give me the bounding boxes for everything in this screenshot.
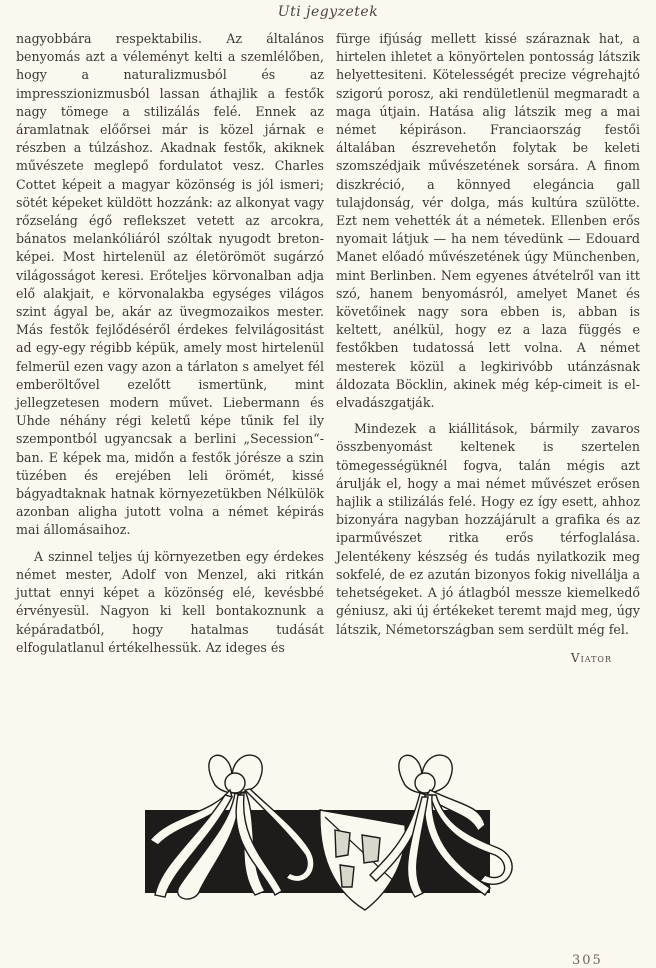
ornament-vignette bbox=[140, 745, 515, 915]
page-number: 305 bbox=[572, 953, 603, 968]
left-paragraph-1: nagyobbára respektabilis. Az általános benyomás azt a véleményt kelti a szemlélőben, hogy a naturalizmusból és az impresszionizmusból lassan áthajlik a festők nagy tömege a stilizálás felé. Ennek az áramlatnak előőrsei már is közel járnak e részben a túlzáshoz. Akadnak festők, akiknek művészete meglepő fordulatot vesz. Charles Cottet képeit a magyar közönség is jól ismeri; sötét képeket küldött hozzánk: az alkonyat vagy rőzseláng égő reflekszet vetett az arcokra, bánatos melankóliáról szóltak nyugodt breton-képei. Most hirtelenül az életörömöt sugárzó világosságot keresi. Erőteljes körvonalban adja elő alakjait, e körvonalakba egységes világos szint ágyal be, akár az üvegmozaikos mester. Más festők fejlődéséről érdekes felvilágositást ad egy-egy régibb képük, amely most hirtelenül felmerül ezen vagy azon a tárlaton s amelyet fél emberöltővel ezelőtt ismertünk, mint jellegzetesen modern művet. Liebermann és Uhde néhány régi keletű képe tűnik fel ily szempontból ugyancsak a berlini „Secession“-ban. E képek ma, midőn a festők jórésze a szin tüzében és erejében leli örömét, kissé bágyadtaknak hatnak környezetükben Nélkülök azonban aligha jutott volna a német képirás mai állomásaihoz. bbox=[16, 31, 324, 538]
left-column bbox=[16, 30, 324, 657]
right-paragraph-1: fürge ifjúság mellett kissé száraznak hat, a hirtelen ihletet a könyörtelen pontosság látszik helyettesiteni. Kötelességét precize végrehajtó szigorú porosz, aki rendületlenül megmaradt a maga útjain. Hatása alig látszik meg a mai német képiráson. Franciaország festői általában észrevehetőn folytak be keleti szomszédjaik művészetének sorsára. A finom diszkréció, a könnyed elegáncia gall tulajdonság, vér dolga, más kultúra szülötte. Ezt nem vehették át a németek. Ellenben erős nyomait látjuk — ha nem tévedünk — Edouard Manet előadó művészetének úgy Münchenben, mint Berlinben. Nem egyenes átvételről van itt szó, hanem benyomásról, amelyet Manet és követőinek nagy sora ebben is, abban is keltett, anélkül, hogy ez a laza függés e festőkben tudatossá lett volna. A német mesterek közül a legkirivóbb utánzásnak áldozata Böcklin, akinek még kép-cimeit is el-elvadászgatják. bbox=[336, 31, 640, 411]
author-signature: Viator bbox=[570, 650, 612, 665]
right-column bbox=[336, 30, 640, 667]
right-paragraph-2: Mindezek a kiállitások, bármily zavaros összbenyomást keltenek is szertelen tömegességüknél fogva, talán mégis azt árulják el, hogy a mai német művészet erősen hajlik a stilizálás felé. Hogy ez így esett, ahhoz bizonyára nagyban hozzájárult a grafika és az iparművészet ritka erős térfoglalása. Jelentékeny készség és tudás nyilatkozik meg sokfelé, de ez azután bizonyos fokig nivellálja a tehetségeket. A jó átlagból messze kiemelkedő géniusz, aki új értékeket teremt majd meg, úgy látszik, Németországban sem serdült még fel. bbox=[336, 421, 640, 637]
running-title: Uti jegyzetek bbox=[277, 4, 379, 20]
left-paragraph-2: A szinnel teljes új környezetben egy érdekes német mester, Adolf von Menzel, aki ritkán juttat ennyi képet a közönség elé, kevésbbé érvényesül. Nagyon ki kell bontakoznunk a képáradatból, hogy hatalmas tudását elfogulatlanul értékelhessük. Az ideges és bbox=[16, 548, 324, 655]
